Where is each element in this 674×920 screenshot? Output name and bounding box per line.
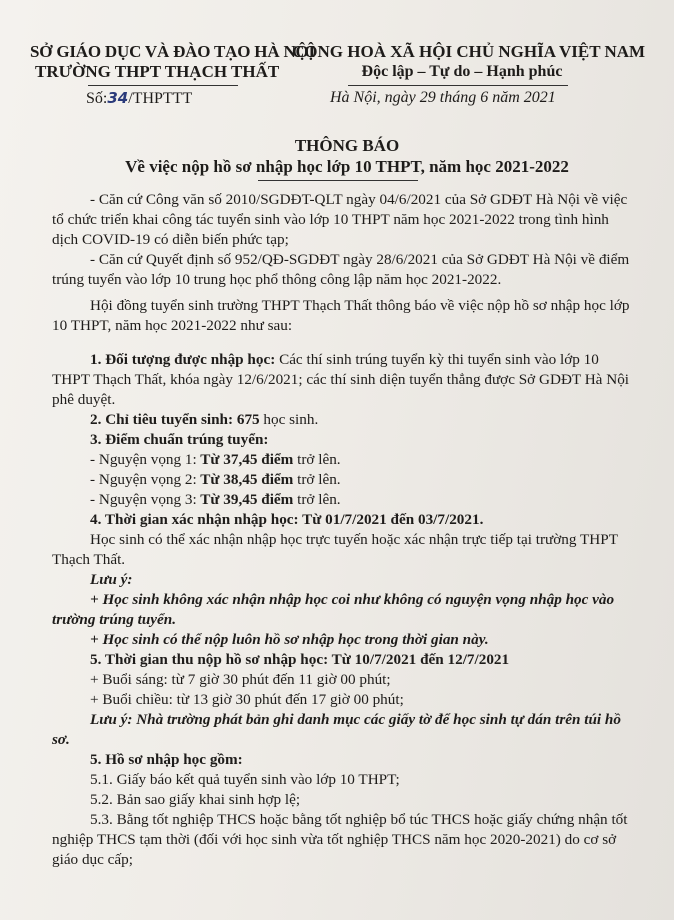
basis-1: - Căn cứ Công văn số 2010/SGDĐT-QLT ngày 04/6/2021 của Sở GDĐT Hà Nội về việc tổ chức triển khai công tác tuyển sinh vào lớp 10 THPT năm học 2021-2022 trong tình hình dịch COVID-19 có diễn biến phức tạp; <box>52 191 628 248</box>
note-3 <box>52 710 632 750</box>
quota-unit: học sinh. <box>259 411 319 428</box>
issuer-org: SỞ GIÁO DỤC VÀ ĐÀO TẠO HÀ NỘI <box>30 42 315 61</box>
notice-body <box>52 190 632 870</box>
doc-item-1: 5.1. Giấy báo kết quả tuyển sinh vào lớp 10 THPT; <box>90 771 400 788</box>
note-3-label: Lưu ý: <box>90 711 133 728</box>
morning-hours: + Buổi sáng: từ 7 giờ 30 phút đến 11 giờ 00 phút; <box>90 671 391 688</box>
note-1: + Học sinh không xác nhận nhập học coi như không có nguyện vọng nhập học vào trường trúng tuyển. <box>52 591 615 628</box>
note-label: Lưu ý: <box>90 571 133 588</box>
nation-name: CỘNG HOÀ XÃ HỘI CHỦ NGHĨA VIỆT NAM <box>292 42 646 61</box>
nv3-value: Từ 39,45 điểm <box>196 491 294 508</box>
section-6-label: 5. Hồ sơ nhập học gồm: <box>90 751 243 768</box>
section-1-label: 1. Đối tượng được nhập học: <box>90 351 276 368</box>
issuer-block <box>30 42 315 82</box>
note-3-text: Nhà trường phát bản ghi danh mục các giấy tờ để học sinh tự dán trên túi hồ sơ. <box>52 711 621 748</box>
ref-handwritten-number: 34 <box>107 89 129 107</box>
motto-underline <box>348 85 568 86</box>
title-underline <box>258 180 418 181</box>
intro-paragraph: Hội đồng tuyển sinh trường THPT Thạch Thất thông báo về việc nộp hồ sơ nhập học lớp 10 THPT, năm học 2021-2022 như sau: <box>52 297 630 334</box>
nv1-value: Từ 37,45 điểm <box>196 451 294 468</box>
doc-item-3: 5.3. Bằng tốt nghiệp THCS hoặc bằng tốt nghiệp bổ túc THCS hoặc giấy chứng nhận tốt nghiệp THCS tạm thời (đối với học sinh vừa tốt nghiệp THCS năm học 2020-2021) do cơ sở giáo dục cấp; <box>52 811 628 868</box>
section-1 <box>52 350 632 410</box>
section-3-label: 3. Điểm chuẩn trúng tuyển: <box>90 431 269 448</box>
national-motto-block <box>292 42 646 82</box>
nv1-suffix: trở lên. <box>293 451 341 468</box>
nv1-prefix: - Nguyện vọng 1: <box>90 451 197 468</box>
score-nv1 <box>52 450 632 470</box>
section-2 <box>52 410 632 430</box>
nv2-suffix: trở lên. <box>293 471 341 488</box>
issuer-underline <box>88 85 238 86</box>
dateline: Hà Nội, ngày 29 tháng 6 năm 2021 <box>330 89 556 106</box>
ref-prefix: Số: <box>86 90 108 107</box>
section-5-label: 5. Thời gian thu nộp hồ sơ nhập học: Từ 10/7/2021 đến 12/7/2021 <box>90 651 510 668</box>
section-1-text: Các thí sinh trúng tuyển kỳ thi tuyển sinh vào lớp 10 THPT Thạch Thất, khóa ngày 12/6/2021; các thí sinh diện tuyển thẳng được Sở GDĐT Hà Nội phê duyệt. <box>52 351 630 408</box>
afternoon-hours: + Buổi chiều: từ 13 giờ 30 phút đến 17 giờ 00 phút; <box>90 691 404 708</box>
nv2-value: Từ 38,45 điểm <box>196 471 294 488</box>
ref-suffix: /THPTTT <box>128 90 193 107</box>
section-2-label: 2. Chỉ tiêu tuyển sinh: <box>90 411 234 428</box>
note-2: + Học sinh có thể nộp luôn hồ sơ nhập học trong thời gian này. <box>90 631 489 648</box>
section-4-label: 4. Thời gian xác nhận nhập học: Từ 01/7/2021 đến 03/7/2021. <box>90 511 484 528</box>
motto: Độc lập – Tự do – Hạnh phúc <box>361 63 563 80</box>
score-nv2 <box>52 470 632 490</box>
notice-title: THÔNG BÁO <box>294 136 400 155</box>
score-nv3 <box>52 490 632 510</box>
basis-2: - Căn cứ Quyết định số 952/QĐ-SGDĐT ngày 28/6/2021 của Sở GDĐT Hà Nội về điểm trúng tuyển vào lớp 10 trung học phổ thông công lập năm học 2021-2022. <box>52 251 630 288</box>
section-4-text: Học sinh có thể xác nhận nhập học trực tuyến hoặc xác nhận trực tiếp tại trường THPT Thạch Thất. <box>52 531 618 568</box>
nv3-prefix: - Nguyện vọng 3: <box>90 491 197 508</box>
nv3-suffix: trở lên. <box>293 491 341 508</box>
doc-item-2: 5.2. Bản sao giấy khai sinh hợp lệ; <box>90 791 301 808</box>
nv2-prefix: - Nguyện vọng 2: <box>90 471 197 488</box>
notice-subject: Về việc nộp hồ sơ nhập học lớp 10 THPT, năm học 2021-2022 <box>125 157 569 176</box>
issuer-school: TRƯỜNG THPT THẠCH THẤT <box>35 62 280 81</box>
quota-value: 675 <box>236 411 260 428</box>
reference-number <box>86 89 192 108</box>
